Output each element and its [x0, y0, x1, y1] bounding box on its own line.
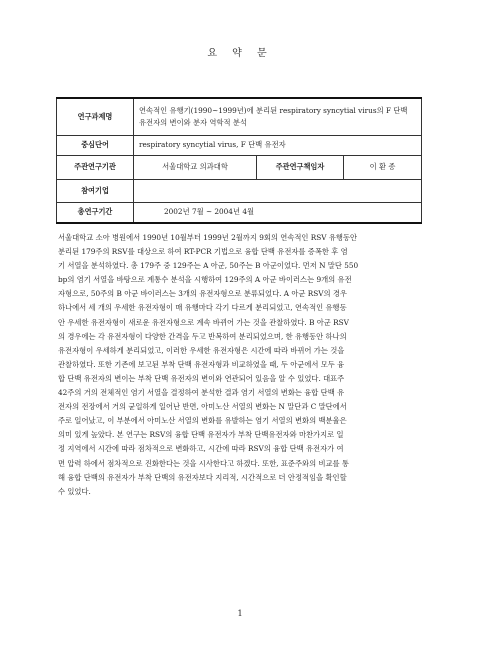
- summary-line: 관찰하였다. 또한 기존에 보고된 부착 단백 유전자형과 비교하였을 때, 두 아군에서 모두 융: [58, 359, 345, 369]
- pi-value: 이 환 종: [344, 155, 422, 179]
- keywords-value: respiratory syncytial virus, F 단백 유전자: [134, 135, 422, 155]
- summary-line: 의 경우에는 각 유전자형이 다양한 간격을 두고 반복하여 분리되었으며, 한 유행동안 하나의: [58, 331, 347, 341]
- page-title: 요 약 문: [207, 48, 273, 59]
- summary-line: 전자의 전장에서 거의 균일하게 일어난 반면, 아미노산 서열의 변화는 N 말단과 C 말단에서: [58, 402, 347, 412]
- summary-line: 하나에서 세 개의 우세한 유전자형이 매 유행마다 각기 다르게 분리되었고, 연속적인 유행동: [58, 303, 347, 313]
- summary-line: 수 있었다.: [58, 486, 91, 496]
- summary-line: 분리된 179주의 RSV를 대상으로 하여 RT-PCR 기법으로 융합 단백 유전자를 증폭한 후 염: [58, 247, 348, 257]
- summary-line: 유전자형이 우세하게 분리되었고, 이러한 우세한 유전자형은 시간에 따라 바뀌어 가는 것을: [58, 345, 345, 355]
- page-number: 1: [237, 609, 243, 618]
- summary-line: 서울대학교 소아 병원에서 1990년 10월부터 1999년 2월까지 9회의 연속적인 RSV 유행동안: [58, 233, 358, 242]
- pi-label: 주관연구책임자: [257, 155, 344, 179]
- project-title-label: 연구과제명: [57, 98, 134, 135]
- participating-value: [134, 179, 422, 202]
- summary-line: 안 우세한 유전자형이 새로운 유전자형으로 계속 바뀌어 가는 것을 관찰하였다. B 아군 RSV: [58, 317, 349, 327]
- summary-line: 의미 있게 높았다. 본 연구는 RSV의 융합 단백 유전자가 부착 단백유전자와 마찬가지로 일: [58, 430, 344, 440]
- summary-line: 자형으로, 50주의 B 아군 바이러스는 3개의 유전자형으로 분류되었다. A 아군 RSV의 경우: [58, 289, 347, 299]
- summary-line: 면 압력 하에서 점차적으로 진화한다는 것을 시사한다고 하겠다. 또한, 표준주와의 비교를 통: [58, 458, 349, 468]
- keywords-label: 중심단어: [57, 135, 134, 155]
- summary-line: 합 단백 유전자의 변이는 부착 단백 유전자의 변이와 연관되어 있음을 알 수 있었다. 대표주: [58, 373, 345, 383]
- summary-body: [58, 231, 420, 499]
- summary-line: 정 지역에서 시간에 따라 점차적으로 변화하고, 시간에 따라 RSV의 융합 단백 유전자가 여: [58, 444, 344, 454]
- summary-line: 해 융합 단백의 유전자가 부착 단백의 유전자보다 지리적, 시간적으로 더 안정적임을 확인할: [58, 472, 347, 482]
- institution-value: 서울대학교 의과대학: [134, 155, 257, 179]
- project-title-value: 연속적인 유행기(1990~1999년)에 분리된 respiratory syncytial virus의 F 단백 유전자의 변이와 분자 역학적 분석: [134, 98, 422, 135]
- period-label: 총연구기간: [57, 202, 134, 223]
- institution-label: 주관연구기관: [57, 155, 134, 179]
- period-value: 2002년 7월 ~ 2004년 4월: [134, 202, 422, 223]
- summary-line: 42주의 거의 전체적인 염기 서열을 결정하여 분석한 결과 염기 서열의 변화는 융합 단백 유: [58, 388, 345, 398]
- project-info-table: [56, 97, 422, 224]
- summary-line: 주로 일어났고, 이 부분에서 아미노산 서열의 변화를 유발하는 염기 서열의 변화의 백분율은: [58, 416, 347, 426]
- participating-label: 참여기업: [57, 179, 134, 202]
- summary-line: bp의 염기 서열을 바탕으로 계통수 분석을 시행하여 129주의 A 아군 바이러스는 9개의 유전: [58, 275, 352, 285]
- summary-line: 기 서열을 분석하였다. 총 179주 중 129주는 A 아군, 50주는 B 아군이었다. 먼저 N 말단 550: [58, 261, 359, 271]
